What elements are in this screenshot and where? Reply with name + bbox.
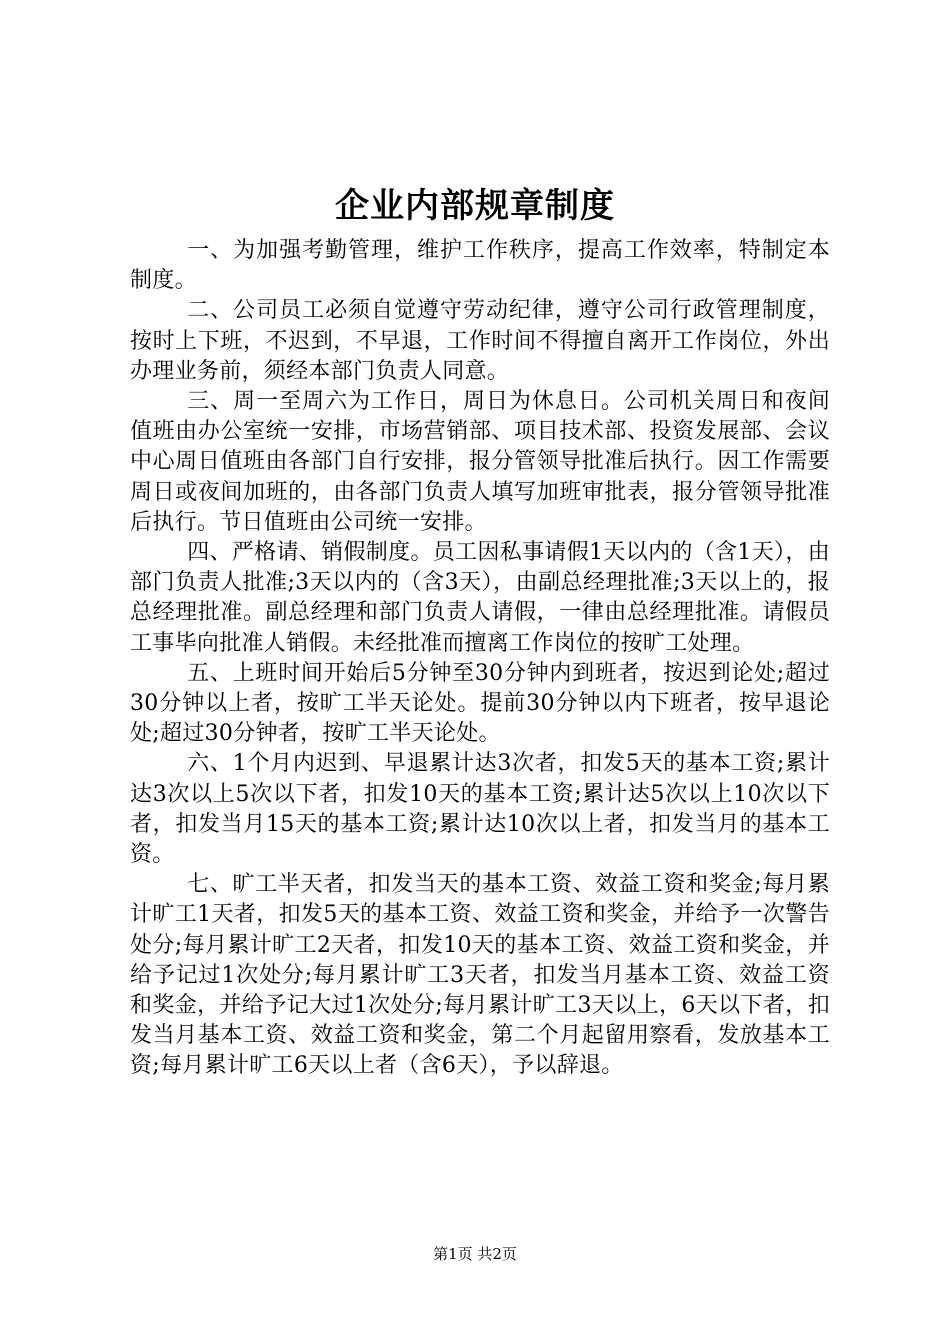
paragraph-7: 七、旷工半天者，扣发当天的基本工资、效益工资和奖金;每月累计旷工1天者，扣发5天的基本工资、效益工资和奖金，并给予一次警告处分;每月累计旷工2天者，扣发10天的基本工资、效益工资和奖金，并给予记过1次处分;每月累计旷工3天者，扣发当月基本工资、效益工资和奖金，并给予记大过1次处分;每月累计旷工3天以上，6天以下者，扣发当月基本工资、效益工资和奖金，第二个月起留用察看，发放基本工资;每月累计旷工6天以上者（含6天），予以辞退。 [130, 872, 830, 1079]
paragraph-1: 一、为加强考勤管理，维护工作秩序，提高工作效率，特制定本制度。 [130, 238, 830, 294]
paragraph-6: 六、1个月内迟到、早退累计达3次者，扣发5天的基本工资;累计达3次以上5次以下者，扣发10天的基本工资;累计达5次以上10次以下者，扣发当月15天的基本工资;累计达10次以上者，扣发当月的基本工资。 [130, 751, 830, 868]
paragraph-4: 四、严格请、销假制度。员工因私事请假1天以内的（含1天），由部门负责人批准;3天以内的（含3天），由副总经理批准;3天以上的，报总经理批准。副总经理和部门负责人请假，一律由总经理批准。请假员工事毕向批准人销假。未经批准而擅离工作岗位的按旷工处理。 [130, 540, 830, 656]
document-title: 企业内部规章制度 [335, 186, 615, 226]
page-footer: 第1页 共2页 [433, 1245, 517, 1263]
paragraph-2: 二、公司员工必须自觉遵守劳动纪律，遵守公司行政管理制度，按时上下班，不迟到，不早退，工作时间不得擅自离开工作岗位，外出办理业务前，须经本部门负责人同意。 [130, 298, 830, 384]
paragraph-5: 五、上班时间开始后5分钟至30分钟内到班者，按迟到论处;超过30分钟以上者，按旷工半天论处。提前30分钟以内下班者，按早退论处;超过30分钟者，按旷工半天论处。 [130, 660, 830, 747]
paragraph-3: 三、周一至周六为工作日，周日为休息日。公司机关周日和夜间值班由办公室统一安排，市场营销部、项目技术部、投资发展部、会议中心周日值班由各部门自行安排，报分管领导批准后执行。因工作需要周日或夜间加班的，由各部门负责人填写加班审批表，报分管领导批准后执行。节日值班由公司统一安排。 [130, 389, 830, 535]
document-body [130, 236, 830, 1082]
